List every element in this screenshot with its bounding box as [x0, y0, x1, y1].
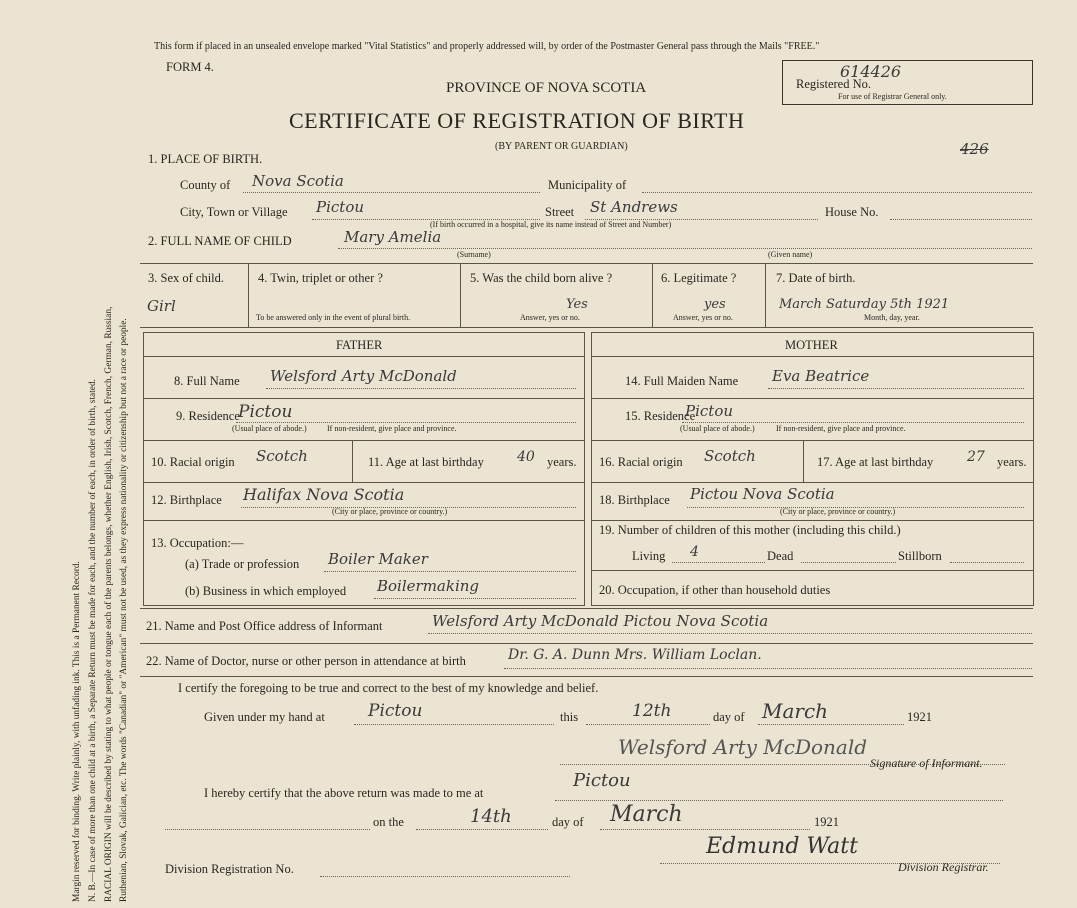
father-racial-label: 10. Racial origin — [151, 455, 235, 469]
postal-notice: This form if placed in an unsealed envelope marked "Vital Statistics" and properly addressed will, by order of the Postmaster General pass through the Mails "FREE." — [154, 41, 820, 52]
living-value: 4 — [690, 544, 699, 560]
house-no-label: House No. — [825, 205, 879, 219]
twin-label: 4. Twin, triplet or other ? — [258, 271, 383, 285]
mother-racial-label: 16. Racial origin — [599, 455, 683, 469]
father-birthplace-value: Halifax Nova Scotia — [243, 485, 405, 504]
legitimate-value: yes — [704, 297, 726, 312]
father-occupation-label: 13. Occupation:— — [151, 536, 244, 550]
mother-residence-label: 15. Residence — [625, 409, 696, 423]
certify-statement: I certify the foregoing to be true and correct to the best of my knowledge and belief. — [178, 681, 599, 695]
certificate-subtitle: (BY PARENT OR GUARDIAN) — [495, 141, 628, 152]
municipality-label: Municipality of — [548, 178, 627, 192]
informant-label: 21. Name and Post Office address of Informant — [146, 619, 383, 633]
margin-note-3: RACIAL ORIGIN will be described by stating to what people or tongue each of the parents belongs, whether English, Irish, Scotch, French, German, Russian, — [104, 306, 114, 902]
mother-years-label: years. — [997, 455, 1027, 469]
born-alive-value: Yes — [566, 297, 588, 312]
form-number: FORM 4. — [166, 60, 214, 74]
certify-this-label: this — [560, 710, 579, 724]
mother-occupation-label: 20. Occupation, if other than household duties — [599, 583, 831, 597]
informant-signature: Welsford Arty McDonald — [618, 735, 868, 759]
crossed-number: 426 — [960, 140, 989, 158]
sex-label: 3. Sex of child. — [148, 271, 225, 285]
certify-place-value: Pictou — [368, 701, 423, 721]
margin-note-2: N. B.—In case of more than one child at a birth, a Separate Return must be made for each, and the number of each, in order of birth, stated. — [88, 379, 98, 902]
hospital-note: (If birth occurred in a hospital, give its name instead of Street and Number) — [430, 220, 672, 229]
registered-number: 614426 — [840, 62, 902, 81]
certificate-title: CERTIFICATE OF REGISTRATION OF BIRTH — [289, 108, 745, 133]
born-alive-label: 5. Was the child born alive ? — [470, 271, 613, 285]
mother-nonres-note: If non-resident, give place and province. — [776, 424, 906, 433]
father-heading: FATHER — [336, 338, 383, 352]
registered-label: Registered No. — [796, 77, 871, 91]
certify-year-value: 1921 — [907, 710, 932, 724]
dead-label: Dead — [767, 549, 794, 563]
father-business-value: Boilermaking — [377, 577, 480, 595]
city-label: City, Town or Village — [180, 205, 288, 219]
given-under-hand-label: Given under my hand at — [204, 710, 325, 724]
born-alive-note: Answer, yes or no. — [520, 313, 580, 322]
registrar-year-value: 1921 — [814, 815, 839, 829]
father-trade-value: Boiler Maker — [328, 550, 428, 568]
registrar-day-value: 14th — [470, 806, 512, 827]
child-name-label: 2. FULL NAME OF CHILD — [148, 234, 292, 248]
registrar-month-value: March — [610, 802, 683, 827]
given-name-note: (Given name) — [768, 250, 813, 259]
place-of-birth-label: 1. PLACE OF BIRTH. — [148, 152, 263, 166]
mother-birthplace-label: 18. Birthplace — [599, 493, 670, 507]
signature-of-informant-label: Signature of Informant. — [870, 756, 983, 770]
father-birthplace-label: 12. Birthplace — [151, 493, 222, 507]
registrar-place-value: Pictou — [573, 770, 631, 791]
mother-abode-note: (Usual place of abode.) — [680, 424, 755, 433]
mother-age-label: 17. Age at last birthday — [817, 455, 934, 469]
informant-value: Welsford Arty McDonald Pictou Nova Scotia — [432, 612, 769, 630]
date-of-birth-value: March Saturday 5th 1921 — [779, 297, 950, 312]
street-label: Street — [545, 205, 575, 219]
date-of-birth-note: Month, day, year. — [864, 313, 920, 322]
mother-name-value: Eva Beatrice — [772, 367, 870, 385]
children-count-label: 19. Number of children of this mother (including this child.) — [599, 523, 901, 537]
mother-name-label: 14. Full Maiden Name — [625, 374, 739, 388]
father-business-label: (b) Business in which employed — [185, 584, 347, 598]
division-registration-label: Division Registration No. — [165, 862, 294, 876]
twin-note: To be answered only in the event of plural birth. — [256, 313, 411, 322]
legitimate-label: 6. Legitimate ? — [661, 271, 737, 285]
registrar-dayof-label: day of — [552, 815, 584, 829]
certify-month-value: March — [762, 699, 829, 723]
mother-birthplace-value: Pictou Nova Scotia — [690, 485, 835, 503]
registrar-statement: I hereby certify that the above return was made to me at — [204, 786, 484, 800]
father-abode-note: (Usual place of abode.) — [232, 424, 307, 433]
mother-residence-value: Pictou — [685, 402, 734, 420]
father-trade-label: (a) Trade or profession — [185, 557, 300, 571]
father-nonres-note: If non-resident, give place and province. — [327, 424, 457, 433]
county-value: Nova Scotia — [252, 172, 344, 190]
city-value: Pictou — [316, 198, 365, 216]
father-birthplace-note: (City or place, province or country.) — [332, 507, 448, 516]
father-age-value: 40 — [517, 449, 535, 465]
living-label: Living — [632, 549, 666, 563]
margin-note-1: Margin reserved for binding. Write plainly, with unfading ink. This is a Permanent Record. — [72, 561, 82, 902]
division-registrar-label: Division Registrar. — [898, 860, 989, 874]
registrar-signature: Edmund Watt — [706, 834, 858, 859]
father-name-label: 8. Full Name — [174, 374, 240, 388]
father-age-label: 11. Age at last birthday — [368, 455, 484, 469]
doctor-value: Dr. G. A. Dunn Mrs. William Loclan. — [508, 647, 762, 663]
father-name-value: Welsford Arty McDonald — [270, 367, 457, 385]
stillborn-label: Stillborn — [898, 549, 942, 563]
registrar-general-note: For use of Registrar General only. — [838, 92, 947, 101]
certify-dayof-label: day of — [713, 710, 745, 724]
legitimate-note: Answer, yes or no. — [673, 313, 733, 322]
child-name-value: Mary Amelia — [344, 228, 442, 246]
doctor-label: 22. Name of Doctor, nurse or other person in attendance at birth — [146, 654, 466, 668]
father-years-label: years. — [547, 455, 577, 469]
father-residence-value: Pictou — [238, 402, 293, 422]
province-heading: PROVINCE OF NOVA SCOTIA — [446, 80, 647, 96]
mother-racial-value: Scotch — [704, 447, 756, 465]
street-value: St Andrews — [590, 198, 678, 216]
county-label: County of — [180, 178, 231, 192]
sex-value: Girl — [147, 297, 176, 315]
mother-heading: MOTHER — [785, 338, 838, 352]
father-residence-label: 9. Residence — [176, 409, 240, 423]
certify-day-value: 12th — [632, 701, 672, 721]
margin-note-4: Ruthenian, Slovak, Galician, etc. The words "Canadian" or "American" must not be used, as they express nationality or citizenship but not a race or people. — [119, 318, 129, 902]
registrar-on-label: on the — [373, 815, 404, 829]
mother-age-value: 27 — [967, 449, 985, 465]
father-racial-value: Scotch — [256, 447, 308, 465]
mother-birthplace-note: (City or place, province or country.) — [780, 507, 896, 516]
surname-note: (Surname) — [457, 250, 491, 259]
date-of-birth-label: 7. Date of birth. — [776, 271, 856, 285]
